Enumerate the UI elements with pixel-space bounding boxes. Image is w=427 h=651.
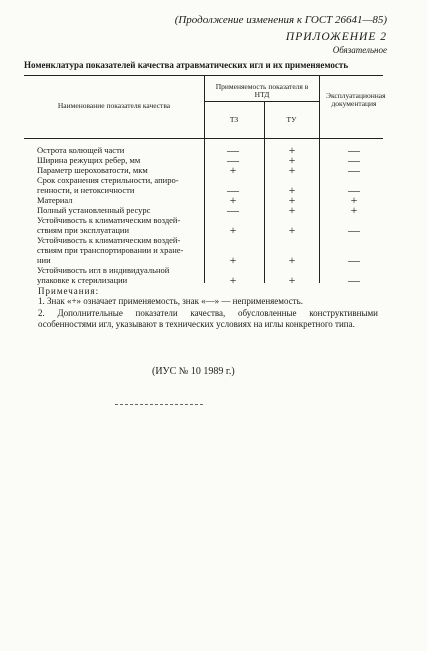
row-4-tz-mark: — <box>227 183 239 197</box>
col-header-operational: Эксплуатационная документация <box>326 91 386 108</box>
row-1-tz-mark: — <box>227 143 239 157</box>
obligatory-label: Обязательное <box>332 45 387 55</box>
row-1-tu-mark: + <box>288 143 296 157</box>
row-label-4-line-1: Срок сохранения стерильности, апиро- <box>37 175 179 185</box>
row-6-op-mark: + <box>350 203 358 217</box>
row-9-tz-mark: + <box>229 273 237 287</box>
row-label-8-line-3: нии <box>37 255 51 265</box>
row-label-7-line-2: ствиям при эксплуатации <box>37 225 129 235</box>
table-title: Номенклатура показателей качества атравматических игл и их применяемость <box>24 60 349 70</box>
row-2-op-mark: — <box>348 153 360 167</box>
note-2: 2. Дополнительные показатели качества, обусловленные конструктивными особенностями игл, указывают в технических условиях на иглы конкретного типа. <box>38 308 378 329</box>
col-header-tu: ТУ <box>286 115 297 124</box>
row-2-tu-mark: + <box>288 153 296 167</box>
row-5-op-mark: + <box>350 193 358 207</box>
row-8-tz-mark: + <box>229 253 237 267</box>
row-5-tz-mark: + <box>229 193 237 207</box>
row-label-8-line-2: ствиям при транспортировании и хране- <box>37 245 184 255</box>
row-label-5: Материал <box>37 195 73 205</box>
row-label-9-line-1: Устойчивость игл в индивидуальной <box>37 265 170 275</box>
table-col-divider-1 <box>204 75 205 283</box>
row-7-tz-mark: + <box>229 223 237 237</box>
row-4-tu-mark: + <box>288 183 296 197</box>
col-header-name: Наименование показателя качества <box>57 101 171 110</box>
separator-line <box>115 404 203 405</box>
row-label-9-line-2: упаковке к стерилизации <box>37 275 128 285</box>
row-7-op-mark: — <box>348 223 360 237</box>
row-2-tz-mark: — <box>227 153 239 167</box>
table-col-divider-3 <box>319 75 320 283</box>
continuation-header: (Продолжение изменения к ГОСТ 26641—85) <box>174 14 387 26</box>
row-7-tu-mark: + <box>288 223 296 237</box>
row-3-op-mark: — <box>348 163 360 177</box>
row-label-6: Полный установленный ресурс <box>37 205 151 215</box>
row-8-op-mark: — <box>348 253 360 267</box>
row-6-tz-mark: — <box>227 203 239 217</box>
row-label-7-line-1: Устойчивость к климатическим воздей- <box>37 215 181 225</box>
row-label-4-line-2: генности, и нетоксичности <box>37 185 135 195</box>
table-col-divider-2 <box>264 101 265 283</box>
row-label-3: Параметр шероховатости, мкм <box>37 165 148 175</box>
col-header-applicability: Применяемость показателя в НТД <box>215 82 309 99</box>
col-header-tz: ТЗ <box>229 115 239 124</box>
table-subheader-rule <box>204 101 319 102</box>
row-label-8-line-1: Устойчивость к климатическим воздей- <box>37 235 181 245</box>
notes-title: Примечания: <box>38 286 100 296</box>
row-9-op-mark: — <box>348 273 360 287</box>
row-4-op-mark: — <box>348 183 360 197</box>
row-9-tu-mark: + <box>288 273 296 287</box>
row-label-1: Острота колющей части <box>37 145 125 155</box>
row-label-2: Ширина режущих ребер, мм <box>37 155 141 165</box>
row-1-op-mark: — <box>348 143 360 157</box>
note-1: 1. Знак «+» означает применяемость, знак «—» — неприменяемость. <box>38 296 303 306</box>
row-5-tu-mark: + <box>288 193 296 207</box>
row-8-tu-mark: + <box>288 253 296 267</box>
row-3-tu-mark: + <box>288 163 296 177</box>
row-6-tu-mark: + <box>288 203 296 217</box>
publication-reference: (ИУС № 10 1989 г.) <box>152 366 235 377</box>
appendix-heading: ПРИЛОЖЕНИЕ 2 <box>285 31 387 43</box>
row-3-tz-mark: + <box>229 163 237 177</box>
